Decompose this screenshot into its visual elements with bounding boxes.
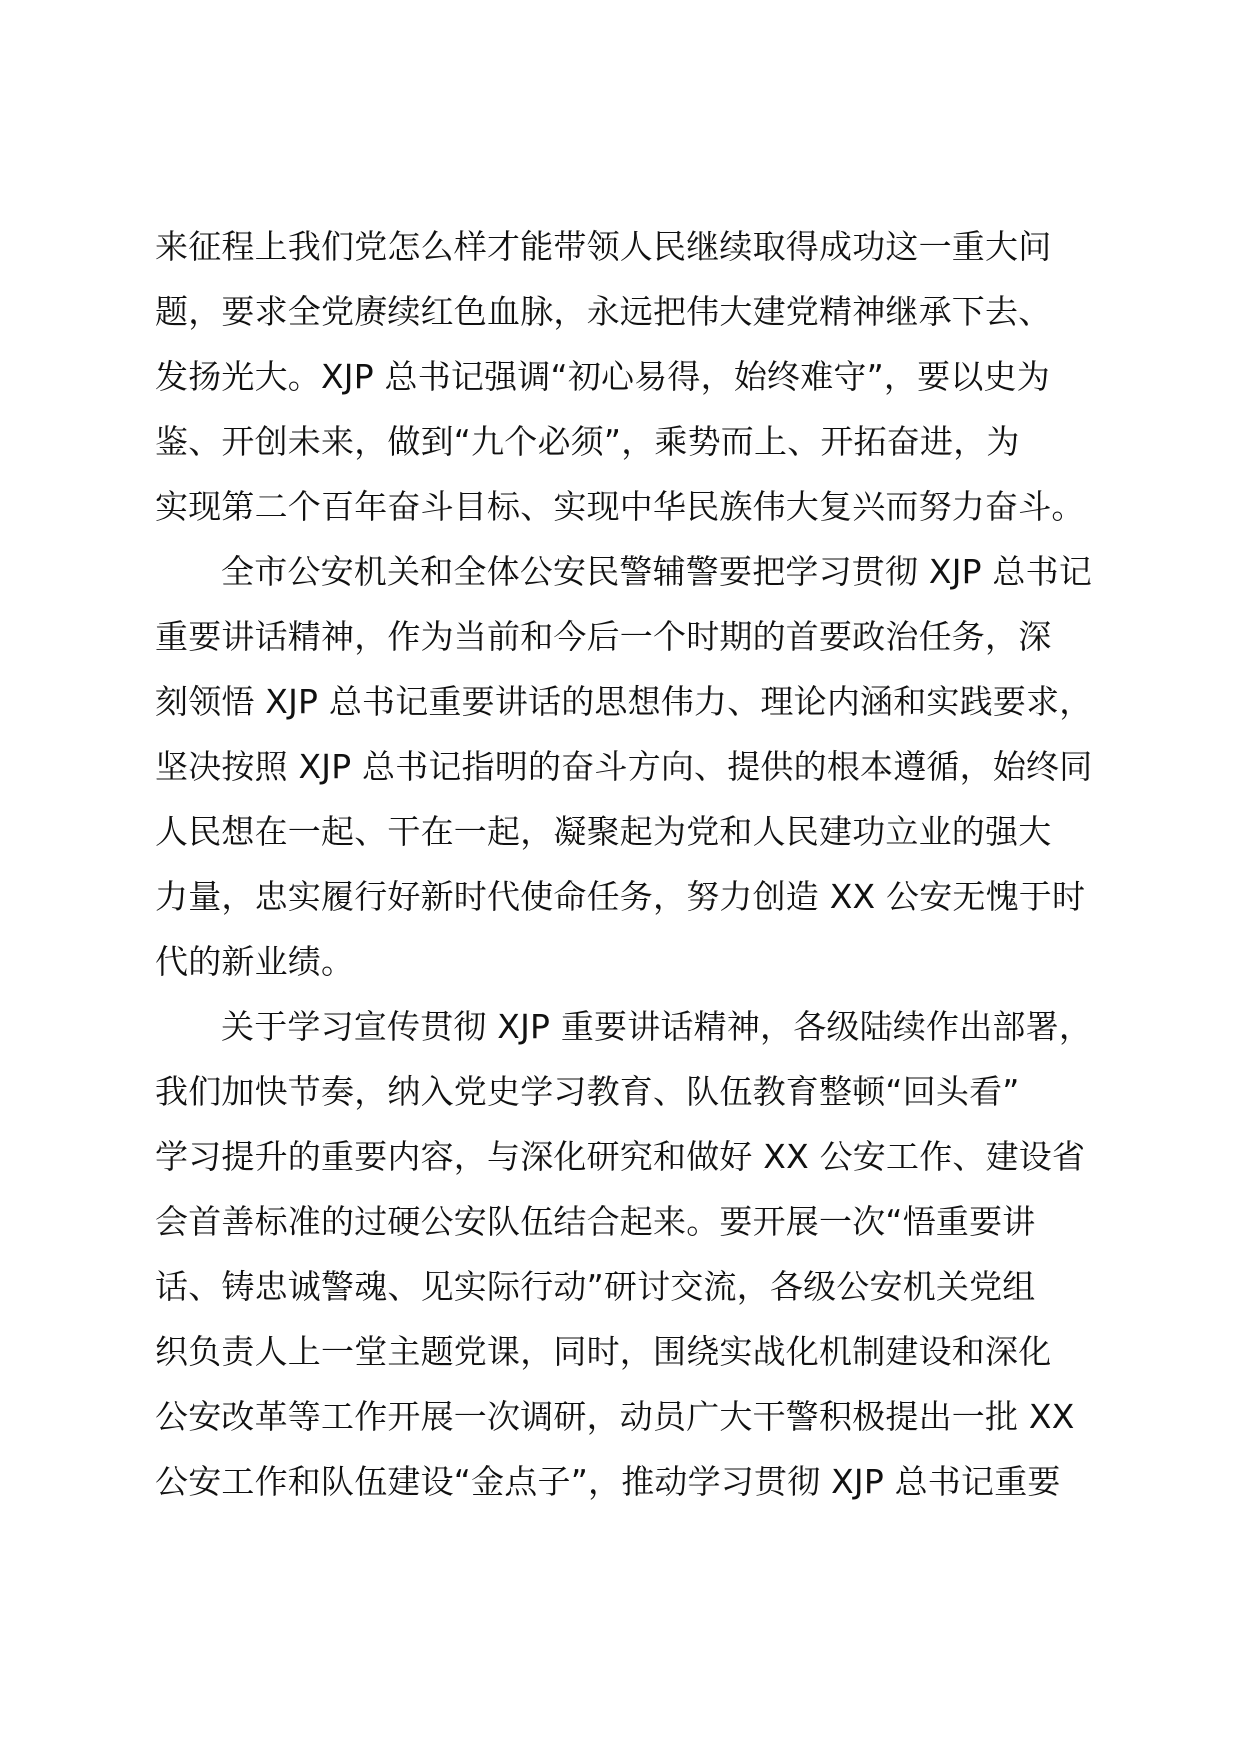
text-line: 公安工作和队伍建设“金点子”，推动学习贯彻 XJP 总书记重要 <box>155 1462 1061 1501</box>
text-line: 我们加快节奏，纳入党史学习教育、队伍教育整顿“回头看” <box>155 1072 1020 1111</box>
text-line: 代的新业绩。 <box>155 942 355 981</box>
document-body <box>155 214 1095 1514</box>
text-line: 会首善标准的过硬公安队伍结合起来。要开展一次“悟重要讲 <box>155 1202 1036 1241</box>
text-line: 话、铸忠诚警魂、见实际行动”研讨交流，各级公安机关党组 <box>155 1267 1036 1306</box>
text-line: 刻领悟 XJP 总书记重要讲话的思想伟力、理论内涵和实践要求， <box>155 682 1093 721</box>
text-line: 学习提升的重要内容，与深化研究和做好 XX 公安工作、建设省 <box>155 1137 1086 1176</box>
text-line: 全市公安机关和全体公安民警辅警要把学习贯彻 XJP 总书记 <box>221 552 1093 591</box>
text-line: 重要讲话精神，作为当前和今后一个时期的首要政治任务，深 <box>155 617 1052 656</box>
text-line: 实现第二个百年奋斗目标、实现中华民族伟大复兴而努力奋斗。 <box>155 487 1085 526</box>
text-line: 坚决按照 XJP 总书记指明的奋斗方向、提供的根本遵循，始终同 <box>155 747 1093 786</box>
text-line: 力量，忠实履行好新时代使命任务，努力创造 XX 公安无愧于时 <box>155 877 1086 916</box>
paragraph <box>155 994 1095 1514</box>
text-line: 发扬光大。XJP 总书记强调“初心易得，始终难守”，要以史为 <box>155 357 1050 396</box>
text-line: 织负责人上一堂主题党课，同时，围绕实战化机制建设和深化 <box>155 1332 1052 1371</box>
text-line: 来征程上我们党怎么样才能带领人民继续取得成功这一重大问 <box>155 227 1052 266</box>
text-line: 关于学习宣传贯彻 XJP 重要讲话精神，各级陆续作出部署， <box>221 1007 1093 1046</box>
text-line: 鉴、开创未来，做到“九个必须”，乘势而上、开拓奋进，为 <box>155 422 1020 461</box>
text-line: 公安改革等工作开展一次调研，动员广大干警积极提出一批 XX <box>155 1397 1075 1436</box>
text-line: 人民想在一起、干在一起，凝聚起为党和人民建功立业的强大 <box>155 812 1052 851</box>
text-line: 题，要求全党赓续红色血脉，永远把伟大建党精神继承下去、 <box>155 292 1052 331</box>
paragraph <box>155 214 1095 539</box>
paragraph <box>155 539 1095 994</box>
